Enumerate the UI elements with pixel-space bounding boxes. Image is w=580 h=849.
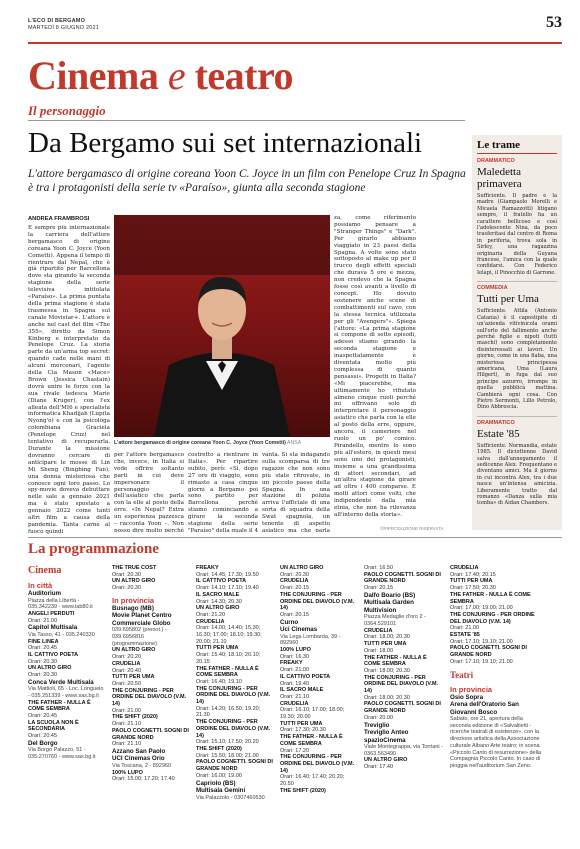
showtimes: Orari: 15.40; 18.10; 20.10; 20.15 (196, 652, 261, 665)
film-title: THE CONJURING - PER ORDINE DEL DIAVOLO (V.M. 14) (196, 719, 271, 739)
film-title: THE SHIFT (2020) (112, 714, 158, 721)
venue-name: Uci Cinemas (280, 626, 318, 634)
plot-item (477, 158, 557, 276)
listings-column-2 (112, 565, 190, 835)
showtimes: Orari: 15.00; 17.20; 17.40 (112, 776, 175, 783)
showtimes: Orari: 20.45 (28, 645, 58, 652)
section-title-word: Cinema (28, 53, 159, 98)
film-title: FREAKY (196, 565, 219, 571)
film-title: TUTTI PER UMA (112, 674, 155, 681)
showtimes: Orari: 18.00; 20.30 (364, 667, 410, 674)
showtimes: Orari: 18.00; 20.30 (364, 634, 410, 641)
showtimes: Orari: 20.30 (280, 571, 310, 578)
showtimes: Orari: 20.15 (280, 585, 310, 592)
venue-address: Viale Montegrappa, via Torriani - 0363.563490 (364, 744, 443, 757)
film-title: UN ALTRO GIRO (28, 665, 72, 672)
venue-name: Azzano San Paolo (112, 747, 166, 755)
section-title-word: e (167, 53, 186, 98)
film-title: PAOLO COGNETTI. SOGNI DI GRANDE NORD (112, 727, 189, 741)
film-title: CRUDELIA (112, 660, 141, 667)
film-title: CRUDELIA (450, 565, 479, 571)
kicker-divider (28, 120, 465, 121)
film-title: THE TRUE COST (112, 565, 157, 571)
showtimes: Orari: 17.10; 19.10; 21.00 (450, 638, 513, 645)
photo-caption (114, 440, 330, 446)
listings-divider (28, 537, 562, 538)
showtimes: Orari: 20.00 (364, 714, 394, 721)
showtimes: Orari: 16.50 (364, 565, 394, 571)
film-title: PAOLO COGNETTI. SOGNI DI GRANDE NORD (196, 759, 273, 773)
plots-sidebar (472, 135, 562, 530)
venue-address: Via Palazzolo - 0307460530 (196, 794, 265, 801)
showtimes: Orari: 20.45 (28, 733, 58, 740)
film-title: PAOLO COGNETTI. SOGNI DI GRANDE NORD (450, 645, 527, 659)
article-kicker: Il personaggio (28, 103, 106, 118)
plot-genre: DRAMMATICO (477, 416, 557, 426)
showtimes: Orari: 20.30 (112, 585, 142, 592)
showtimes: Orari: 14.30; 20.30 (196, 598, 242, 605)
film-title: THE FATHER - NULLA È COME SEMBRA (196, 665, 259, 679)
film-title: ANGELI PERDUTI (28, 610, 75, 617)
film-title: THE CONJURING - PER ORDINE DEL DIAVOLO (V.M. 14) (364, 674, 439, 695)
film-title: THE SHIFT (2020) (280, 787, 326, 794)
actor-photo (114, 215, 330, 437)
venue-address: Sabato, ore 21, apertura della seconda edizione di «Salvaliletti - ricerche teatrali di esistenze», con la direzione artistica della Associazione culturale Albano Arte teatro; in scena «Piccolo Canto di resurrezione» della Compagnia Piccolo Canto. In caso di pioggia nell'auditorium San Zeno. (450, 716, 542, 769)
showtimes: Orari: 21.20 (196, 611, 226, 618)
showtimes: Orari: 21.10 (112, 741, 142, 748)
film-title: ESTATE '85 (450, 632, 480, 639)
venue-name: UCI Cinemas Orio (112, 755, 165, 763)
venue-name: Treviglio (364, 721, 390, 729)
listing-area: In provincia (450, 684, 493, 694)
plot-film-title: Tutti per Uma (477, 293, 539, 306)
showtimes: Orari: 19.40 (280, 680, 310, 687)
film-title: IL SACRO MALE (280, 687, 324, 694)
showtimes: Orari: 17.10; 19.10; 21.00 (450, 658, 513, 665)
section-title-word: teatro (194, 53, 294, 98)
article-column-3: costretto a rientrare in Italia». Per ripartire subito, però: «Sì, dopo 27 ore di viaggio, sono rimasto a casa cinque giorni a Bergamo poi sono partito per Barcellona perché stiamo cominciando a girare la seconda stagione della serie "Paraíso" della quale il 4 (188, 452, 258, 532)
showtimes: Orari: 17.00; 19.00; 21.00 (450, 605, 513, 612)
film-title: UN ALTRO GIRO (196, 605, 240, 612)
showtimes: Orari: 20.20 (112, 654, 142, 661)
plot-text: Sufficiente. Normandia, estate 1985. Il diciottenne David salva dall'annegamento il sedicenne Alex. Frequentano e diventano amici. Ma il giorno in cui incontra Alex, tra i due nasce un'intensa amicizia. Liberamente tratto dal romanzo «Danza sulla mia tomba» di Aidan Chambers. (477, 442, 557, 507)
showtimes: Orari: 17.40; 20.15 (450, 571, 496, 578)
showtimes: Orari: 20.45 (28, 713, 58, 720)
showtimes: Orari: 20.15 (364, 585, 394, 592)
listings-title: La programmazione (28, 541, 159, 557)
showtimes: Orari: 16.40; 19.10 (196, 678, 242, 685)
listings-column-1 (28, 565, 106, 835)
masthead (28, 18, 99, 32)
plot-film-title: Estate '85 (477, 427, 520, 440)
film-title: THE FATHER - NULLA È COME SEMBRA (280, 734, 343, 747)
film-title: UN ALTRO GIRO (112, 578, 156, 585)
showtimes: Orari: 16.10; 17.00; 18.00; 19.30; 20.00 (280, 707, 345, 721)
paper-name: L'ECO DI BERGAMO (28, 18, 86, 24)
film-title: THE FATHER - NULLA È COME SEMBRA (364, 654, 427, 668)
venue-name: Curno (280, 618, 299, 626)
listings-column-3 (196, 565, 274, 835)
showtimes: Orari: 15.10; 17.50; 20.20 (196, 739, 259, 746)
plot-text: Sufficiente. Attila (Antonio Catania) è il capostipite di un'azienda vitivinicola orami sull'orlo del fallimento anche perché figlie e nipoti (tutti maschi) sono completamente disinteressati ai lavori. Un giorno, come in una fiaba, una misteriosa principessa americana, Uma (Laura Hilgert), in fuga dal suo principe azzurro, irrompe in quella pubblicà mattina. Cambierà ogni cosa. Con Pietro Sermonti, Lillo Petrolo, Dino Abbrescia. (477, 308, 557, 411)
venue-name: Del Borgo (28, 739, 58, 747)
showtimes: Orari: 20.15 (280, 611, 310, 618)
showtimes: Orari: 20.30 (28, 658, 58, 665)
listings-column-4 (280, 565, 358, 835)
plot-text: Sufficiente. Il padre e la madre (Giampaolo Morelli e Micaela Ramazzotti) litigano sempre, il fratello ha un carattere bellicoso e così l'adolescente Nina, da poco trasferitasi dal centro di Roma in periferia, trova sola in Sirley, una ragazzina originaria della Guyana francese, l'amica con la quale confidarsi. Con Federico Ielapi, il Pinocchio di Garrone. (477, 193, 557, 276)
film-title: TUTTI PER UMA (364, 641, 407, 648)
showtimes: Orari: 17.30; 20.30 (280, 727, 326, 734)
film-title: TUTTI PER UMA (280, 720, 323, 727)
photo-illustration (114, 215, 330, 437)
plot-genre: COMMEDIA (477, 281, 557, 291)
showtimes: Orari: 21.00 (112, 707, 142, 714)
caption-credit: ANSA (287, 440, 302, 446)
showtimes: Orari: 16.00; 19.00 (196, 772, 242, 779)
showtimes: Orari: 20.40 (112, 667, 142, 674)
listings-column-6 (450, 565, 545, 835)
listings-column-5 (364, 565, 444, 835)
venue-name: Capitol Multisala (28, 624, 78, 632)
listing-area: In città (28, 581, 53, 590)
showtimes: Orari: 14.00; 14.40; 15.30; 16.30; 17.00; 18.10; 19.30; 20.00; 21.10 (196, 625, 262, 645)
article-headline: Da Bergamo sui set internazionali (28, 127, 423, 159)
listing-heading: Cinema (28, 565, 62, 576)
film-title: THE FATHER - NULLA È COME SEMBRA (28, 699, 91, 713)
film-title: CRUDELIA (364, 627, 393, 634)
issue-date: MARTEDÌ 8 GIUGNO 2021 (28, 25, 100, 31)
film-title: THE CONJURING - PER ORDINE DEL DIAVOLO (V.M. 14) (280, 591, 355, 612)
venue-name: Multisala Gemini (196, 787, 246, 794)
film-title: LA SCUOLA NON È SECONDARIA (28, 719, 79, 733)
venue-address: Piazza della Libertà - 035.342239 - www.lab80.it (28, 597, 93, 611)
showtimes: Orari: 17.20 (280, 747, 310, 754)
venue-address: Via Tasso, 41 - 035.240330 (28, 631, 95, 638)
listing-subheading: Teatri (450, 669, 474, 680)
showtimes: Orari: 21.00 (280, 667, 310, 674)
film-title: PAOLO COGNETTI. SOGNI DI GRANDE NORD (364, 701, 441, 715)
film-title: UN ALTRO GIRO (112, 647, 156, 654)
film-title: FREAKY (280, 660, 303, 667)
film-title: CRUDELIA (280, 578, 309, 585)
film-title: THE FATHER - NULLA È COME SEMBRA (450, 591, 531, 605)
film-title: IL CATTIVO POETA (280, 673, 331, 680)
film-title: THE CONJURING - PER ORDINE DEL DIAVOLO (V.M. 14) (112, 687, 187, 708)
film-title: UN ALTRO GIRO (364, 757, 408, 764)
showtimes: Orari: 15.50; 18.00; 21.00 (196, 752, 259, 759)
byline: ANDREA FRAMBROSI (28, 216, 90, 222)
showtimes: Orari: 17.40 (364, 764, 394, 771)
plot-item (477, 281, 557, 411)
showtimes: Orari: 17.50; 20.30 (450, 585, 496, 592)
venue-name: Osio Sopra (450, 693, 484, 701)
venue-name: Movie Planet Centro Commerciale Globo (112, 612, 172, 627)
venue-address: Via Borgo Palazzo, 51 - 035.270760 - www.sas.bg.it (28, 747, 96, 761)
film-title: 100% LUPO (112, 769, 143, 776)
venue-address: Via Toscana, 2 - 892960 (112, 762, 172, 769)
showtimes: Orari: 18.00 (364, 647, 394, 654)
article-column-5: za, come riferimento possiamo pensare a "Stranger Things" e "Dark". Per girarlo abbiamo viaggiato in 23 paesi della Spagna. A volte sono stato sottoposto al make up per il trucco degli effetti speciali che durava 5 ore e mezza, non credevo che la Spagna fosse così avanti a livello di concept. Ho dovuto sostenere anche scene di combattimenti sul cavo, con la stessa tecnica utilizzata per gli "Avengers"». Spiega l'attore: «La prima stagione si compone di sette episodi, adesso stiamo girando la seconda stagione e inaspettatamente è diventata molto più complessa di quanto pensassi». Progetti in Italia? «Mi piacerebbe, ma ultimamente ho rifiutato almeno cinque ruoli perché mi offrivano solo di interpretare il personaggio asiatico che parla con la elle al posto della erre, oppure, ancora, il cameriere nel ruolo un po' comico. Pirandello, mentre lo sono più all'estero, in questi mesi sono uno dei protagonisti, insieme a una grandissima di attori secondari, ad un'altra stagione da girare ad oltre i 400 comparse. E molti attori come volti, che indipendente dalla mia etnia, che non ha rilevanza all'interno della storia». (334, 215, 416, 518)
film-title: CRUDELIA (196, 618, 225, 625)
plot-item (477, 416, 557, 507)
showtimes: Orari: 14.45; 17.30; 19.50 (196, 571, 259, 578)
film-title: TUTTI PER UMA (196, 645, 239, 652)
venue-name: Capriolo (BS) (196, 779, 236, 787)
showtimes: Orari: 21.00 (28, 617, 58, 624)
film-title: THE CONJURING - PER ORDINE DEL DIAVOLO (V.M. 14) (280, 754, 355, 774)
film-title: TUTTI PER UMA (450, 578, 493, 585)
sidebar-title: Le trame (477, 139, 557, 154)
film-title: IL CATTIVO POETA (196, 578, 247, 585)
venue-address: Via Lega Lombarda, 39 - 892960 (280, 633, 341, 647)
showtimes: Orari: 16.30 (280, 653, 310, 660)
venue-name: Dalfo Boario (BS) (364, 591, 416, 599)
page-number: 53 (546, 14, 562, 31)
plot-film-title: Maledetta primavera (477, 166, 522, 190)
article-column-1: È sempre più internazionale la carriera dell'attore bergamasco di origine coreana Yoon C. Joyce (Yoon Cometti). Appena il tempo di rientrare dal Nepal, che è già ripartito per Barcellona dove sta girando la seconda stagione della serie televisiva intitolata «Paraíso». La prima puntata della prima stagione è stata trasmessa in Spagna sul canale Movistar+. L'attore è anche nel cast del film «The 355», diretto da Simon Kinberg e interpretato da Penelope Cruz. La storia parte da un'arma top secret: quando cade nelle mani di alcuni mercenari, l'agente della Cia Mason «Mace» Brown (Jessica Chastain) dovrà unire le forze con la sua rivale tedesca Marie (Diane Kruger), con l'ex alleata dell'MI6 e specialista informatica Khadijah (Lupita Nyong'o) e con la psicologa colombiana Graciela (Penelope Cruz) nel tentativo di recuperarla. Durante la missione dovranno cercare di anticipare le mosse di Lin Mi Sheng (Bingbing Fan), una donna misteriosa che conosce ogni loro passo. Lo spy-movie doveva debuttare nelle sale a gennaio 2021 ma è stato spostato a gennaio 2022 come tanti altri film a causa della pandemia. Tanta carne al fuoco quindi (28, 225, 110, 535)
section-title (28, 52, 293, 99)
film-title: 100% LUPO (280, 647, 311, 654)
venue-address: Piazza Medaglie d'oro 2 - 0364.529101 (364, 614, 426, 628)
venue-address: Via Mattioli, 65 - Loc. Longuelo - 035.251339 - www.sas.bg.it (28, 686, 104, 699)
showtimes: Orari: 21.10 (112, 721, 142, 728)
venue-name: Conca Verde Multisala (28, 678, 94, 686)
showtimes: Orari: 20.30 (28, 672, 58, 679)
showtimes: Orari: 14.10; 17.10; 19.40 (196, 585, 259, 592)
showtimes: Orari: 21.10 (280, 693, 310, 700)
venue-address: 039.695802 (prenot.) - 039.6956816 (programmazione) (112, 627, 167, 647)
venue-name: Arena dell'Oratorio San Giovanni Bosco (450, 701, 519, 716)
film-title: IL SACRO MALE (196, 591, 240, 598)
film-title: THE CONJURING - PER ORDINE DEL DIAVOLO (V.M. 14) (450, 611, 535, 625)
showtimes: Orari: 14.20; 16.50; 19.20; 21.30 (196, 705, 261, 719)
caption-text: L'attore bergamasco di origine coreana Yoon C. Joyce (Yoon Cometti) (114, 440, 286, 446)
showtimes: Orari: 16.40; 17.40; 20.20; 20.50 (280, 774, 345, 788)
venue-name: Multisala Garden Multivision (364, 599, 414, 614)
copyright-note: ©RIPRODUZIONE RISERVATA (380, 526, 444, 531)
venue-name: Treviglio Anteo spazioCinema (364, 729, 409, 744)
header-divider (28, 42, 562, 44)
film-title: THE CONJURING - PER ORDINE DEL DIAVOLO (V.M. 14) (196, 685, 271, 706)
film-title: CRUDELIA (280, 700, 309, 707)
film-title: IL CATTIVO POETA (28, 651, 79, 658)
film-title: UN ALTRO GIRO (280, 565, 324, 571)
film-title: PAOLO COGNETTI. SOGNI DI GRANDE NORD (364, 571, 441, 585)
showtimes: Orari: 20.50 (112, 680, 142, 687)
venue-name: Auditorium (28, 590, 61, 597)
film-title: THE SHIFT (2020) (196, 745, 242, 752)
plot-genre: DRAMMATICO (477, 158, 515, 164)
showtimes: Orari: 18.00; 20.30 (364, 694, 410, 701)
article-column-4: vanta. Si sta indagando sulla scomparsa di tre ragazze che non sono più state ritrovate, in un piccolo paese della Spagna. In una stazione di polizia arriva l'ufficiale di una sorta di squadra della Swat spagnola, un tenente di aspetto asiatico ma che parla (262, 452, 330, 532)
showtimes: Orari: 20.30 (112, 571, 142, 578)
venue-name: Busnago (MB) (112, 604, 154, 612)
listing-area: In provincia (112, 595, 155, 605)
showtimes: Orari: 21.00 (450, 625, 480, 632)
film-title: FINE LINEA (28, 638, 59, 645)
article-column-2: per l'attore bergamasco che, invece, in Italia si vede offrire soltanto parti in cui deve impersonare il personaggio dell'asiatico che parla con la elle al posto della erre. «In Nepal? Extra un esperienza pazzesca – racconta Yoon –. Non posso dire molto perché (114, 452, 184, 532)
article-subhead: L'attore bergamasco di origine coreana Yoon C. Joyce in un film con Penelope Cruz In Spagna è tra i protagonisti della serie tv «Paraíso», giunta alla seconda stagione (28, 168, 466, 194)
